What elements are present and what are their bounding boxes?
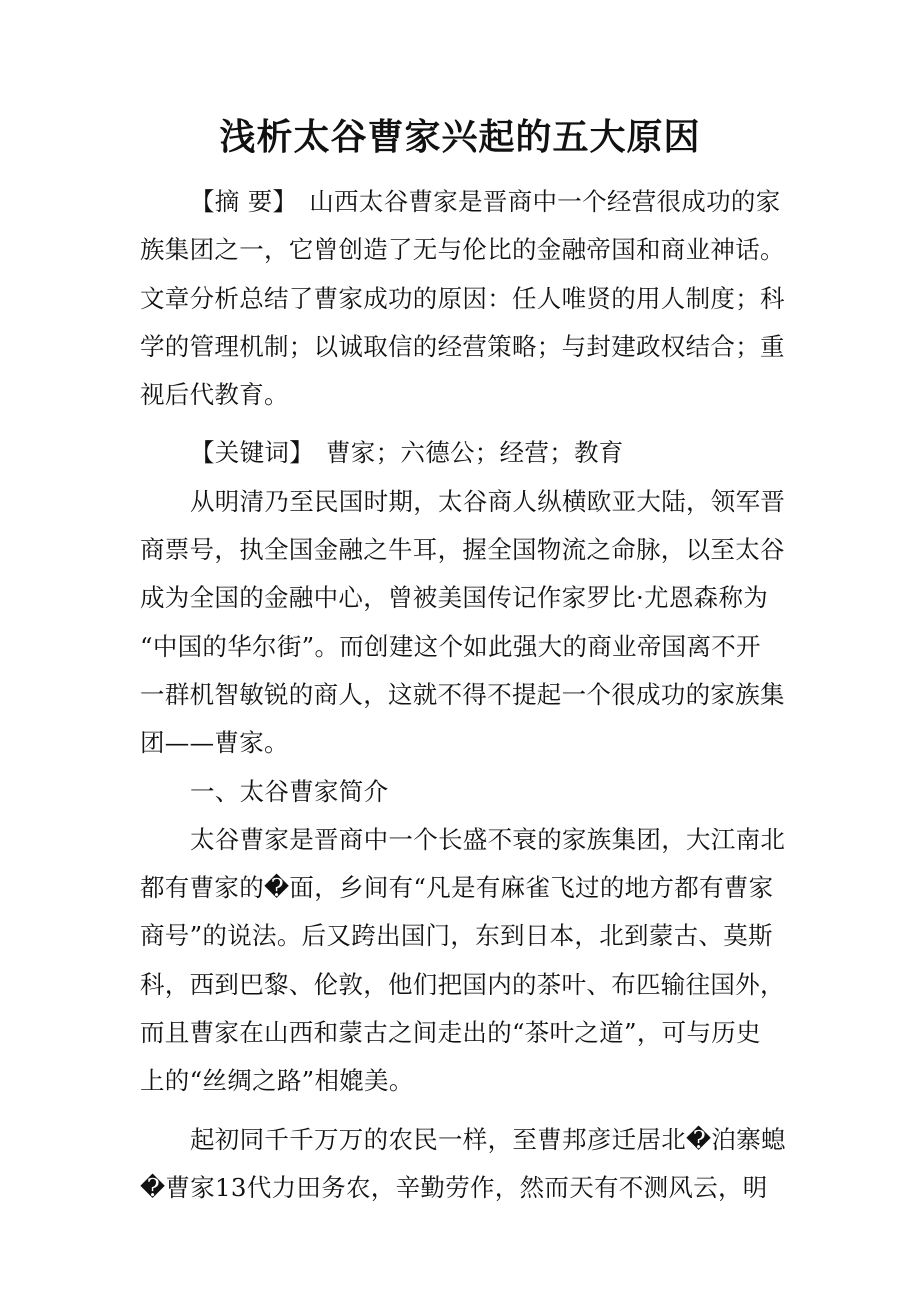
paragraph-line: 商票号，执全国金融之牛耳，握全国物流之命脉，以至太谷: [140, 535, 785, 565]
document-title: 浅析太谷曹家兴起的五大原因: [219, 116, 701, 158]
abstract-text: 山西太谷曹家是晋商中一个经营很成功的家: [309, 187, 781, 216]
paragraph-line: �曹家13代力田务农，辛勤劳作，然而天有不测风云，明: [140, 1172, 768, 1202]
keywords-label: 【关键词】: [190, 438, 314, 468]
paragraph-line: 从明清乃至民国时期，太谷商人纵横欧亚大陆，领军晋: [190, 486, 786, 516]
section-heading: 一、太谷曹家简介: [190, 776, 389, 806]
paragraph-line: “中国的华尔街”。而创建这个如此强大的商业帝国离不开: [140, 631, 761, 661]
intro-paragraph: [140, 478, 790, 768]
paragraph-line: 上的“丝绸之路”相媲美。: [140, 1066, 414, 1096]
abstract-line: 学的管理机制；以诚取信的经营策略；与封建政权结合；重: [140, 331, 785, 361]
paragraph-line: 而且曹家在山西和蒙古之间走出的“茶叶之道”，可与历史: [140, 1018, 761, 1048]
abstract-block: [140, 178, 790, 419]
paragraph-line: 起初同千千万万的农民一样，至曹邦彦迁居北�泊寨螅: [190, 1124, 786, 1154]
section-heading-block: [140, 768, 790, 816]
document-body: [140, 178, 790, 1212]
keywords-block: [140, 429, 790, 477]
paragraph-line: 都有曹家的�面，乡间有“凡是有麻雀飞过的地方都有曹家: [140, 873, 774, 903]
abstract-line: 视后代教育。: [140, 380, 289, 410]
paragraph-line: 成为全国的金融中心，曾被美国传记作家罗比·尤恩森称为: [140, 583, 769, 613]
paragraph-line: 团——曹家。: [140, 728, 289, 758]
abstract-line: 族集团之一，它曾创造了无与伦比的金融帝国和商业神话。: [140, 235, 785, 265]
abstract-label: 【摘 要】: [190, 187, 298, 216]
paragraph-line: 商号”的说法。后又跨出国门，东到日本，北到蒙古、莫斯: [140, 921, 773, 951]
paragraph-line: 一群机智敏锐的商人，这就不得不提起一个很成功的家族集: [140, 679, 785, 709]
section-paragraph-2: [140, 1116, 790, 1213]
section-paragraph-1: [140, 816, 790, 1106]
keywords-text: 曹家；六德公；经营；教育: [326, 438, 624, 468]
abstract-line: 文章分析总结了曹家成功的原因：任人唯贤的用人制度；科: [140, 283, 785, 313]
keywords-line: [140, 429, 790, 477]
paragraph-line: 太谷曹家是晋商中一个长盛不衰的家族集团，大江南北: [190, 824, 786, 854]
abstract-line: [140, 178, 790, 226]
paragraph-line: 科，西到巴黎、伦敦，他们把国内的茶叶、布匹输往国外，: [140, 969, 785, 999]
